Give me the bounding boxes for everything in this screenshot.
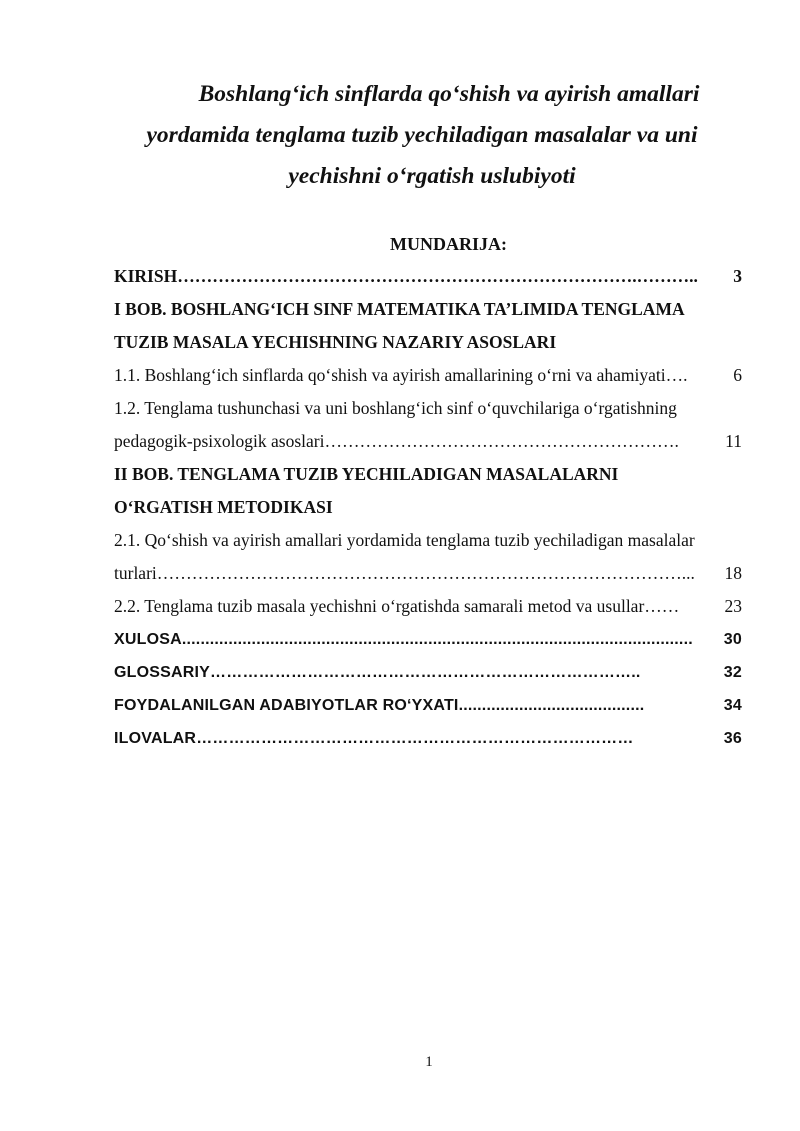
toc-entry-label: XULOSA xyxy=(114,631,182,648)
toc-entry-2-1[interactable] xyxy=(114,524,742,590)
document-title xyxy=(100,74,760,197)
toc-entry-2-2[interactable] xyxy=(114,590,742,623)
title-line: Boshlang‘ich sinflarda qo‘shish va ayirish amallari xyxy=(198,81,700,107)
dot-leader: ………………………………………………………………………………... xyxy=(156,563,695,583)
toc-page-number: 3 xyxy=(733,266,742,286)
dot-leader: ……………………………………………………. xyxy=(324,431,679,451)
dot-leader: ........................................ xyxy=(458,697,645,714)
chapter-heading-line: TUZIB MASALA YECHISHNING NAZARIY ASOSLARI xyxy=(114,332,557,352)
toc-page-number: 32 xyxy=(723,664,742,681)
toc-chapter-2[interactable] xyxy=(114,458,742,524)
toc-entry-label: 2.1. Qo‘shish va ayirish amallari yordamida tenglama tuzib yechiladigan masalalar xyxy=(114,530,695,550)
page-number: 1 xyxy=(425,1054,433,1070)
toc-entry-label: FOYDALANILGAN ADABIYOTLAR RO‘YXATI xyxy=(114,697,459,714)
dot-leader: ……………………………………………………………………… xyxy=(196,730,634,747)
toc-entry-label: GLOSSARIY xyxy=(114,664,211,681)
chapter-heading-line: II BOB. TENGLAMA TUZIB YECHILADIGAN MASALALARNI xyxy=(114,464,619,484)
toc-entry-xulosa[interactable] xyxy=(114,623,742,656)
title-line: yordamida tenglama tuzib yechiladigan masalalar va uni xyxy=(146,122,698,148)
dot-leader: …… xyxy=(644,596,680,616)
dot-leader: …. xyxy=(665,365,688,385)
toc-entry-label: turlari xyxy=(114,563,157,583)
table-of-contents xyxy=(114,260,742,755)
toc-entry-label: 2.2. Tenglama tuzib masala yechishni o‘rgatishda samarali metod va usullar xyxy=(114,596,645,616)
chapter-heading-line: O‘RGATISH METODIKASI xyxy=(114,497,333,517)
toc-entry-label: 1.1. Boshlang‘ich sinflarda qo‘shish va ayirish amallarining o‘rni va ahamiyati xyxy=(114,365,666,385)
toc-entry-label: KIRISH xyxy=(114,266,178,286)
toc-entry-label: ILOVALAR xyxy=(114,730,197,747)
toc-entry-adabiyotlar[interactable] xyxy=(114,689,742,722)
toc-page-number: 23 xyxy=(724,596,742,616)
toc-entry-kirish[interactable] xyxy=(114,260,742,293)
toc-entry-1-1[interactable] xyxy=(114,359,742,392)
toc-page-number: 6 xyxy=(733,365,742,385)
toc-page-number: 11 xyxy=(725,431,742,451)
toc-page-number: 36 xyxy=(723,730,742,747)
toc-chapter-1[interactable] xyxy=(114,293,742,359)
toc-entry-1-2[interactable] xyxy=(114,392,742,458)
dot-leader: …………………………………………………………………….. xyxy=(210,664,641,681)
toc-entry-glossariy[interactable] xyxy=(114,656,742,689)
toc-entry-label: pedagogik-psixologik asoslari xyxy=(114,431,325,451)
dot-leader: …………………………………………………………………….……….. xyxy=(177,266,698,286)
chapter-heading-line: I BOB. BOSHLANG‘ICH SINF MATEMATIKA TA’LIMIDA TENGLAMA xyxy=(114,299,685,319)
toc-page-number: 18 xyxy=(724,563,742,583)
toc-heading: MUNDARIJA: xyxy=(390,234,507,254)
dot-leader: .............................................................................................................. xyxy=(181,631,693,648)
toc-entry-label: 1.2. Tenglama tushunchasi va uni boshlang‘ich sinf o‘quvchilariga o‘rgatishning xyxy=(114,398,677,418)
title-line: yechishni o‘rgatish uslubiyoti xyxy=(288,163,576,189)
toc-page-number: 34 xyxy=(723,697,742,714)
toc-page-number: 30 xyxy=(723,631,742,648)
toc-entry-ilovalar[interactable] xyxy=(114,722,742,755)
